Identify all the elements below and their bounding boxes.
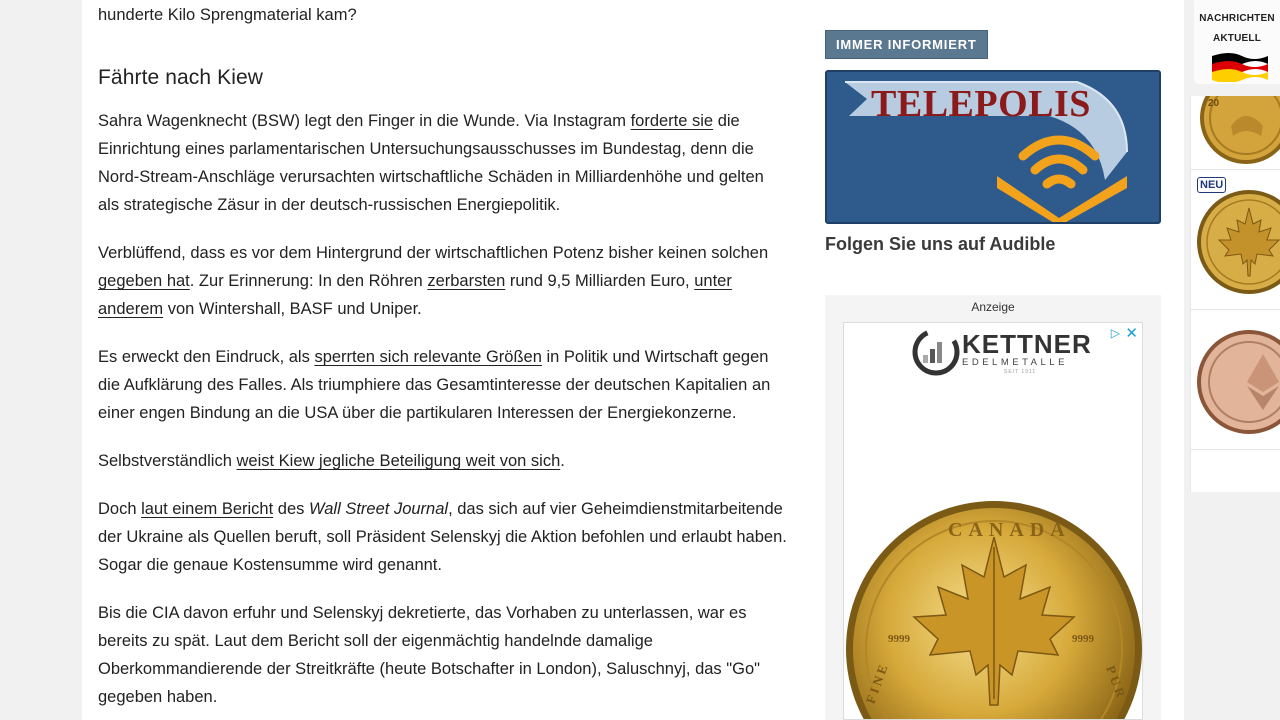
ad-frame[interactable] xyxy=(843,322,1143,720)
audible-follow-text[interactable]: Folgen Sie uns auf Audible xyxy=(825,234,1056,254)
article-paragraph-2: Verblüffend, dass es vor dem Hintergrund der wirtschaftlichen Potenz bisher keinen solchen gegeben hat. Zur Erinnerung: In den Röhren zerbarsten rund 9,5 Milliarden Euro, unter anderem von Wintershall, BASF und Uniper. xyxy=(98,244,769,318)
article-paragraph-3: Es erweckt den Eindruck, als sperrten sich relevante Größen in Politik und Wirtschaft gegen die Aufklärung des Falles. Als triumphiere das Gesamtinteresse der deutschen Kapitalien an einer engen Bindung an die USA über die partikularen Interessen der Energiekonzerne. xyxy=(98,348,771,422)
coin-product-strip xyxy=(1190,96,1280,492)
article xyxy=(98,0,788,720)
coin-1-number: 20 xyxy=(1208,98,1220,109)
german-flag-icon xyxy=(1210,50,1270,82)
link-laut-einem-bericht[interactable]: laut einem Bericht xyxy=(141,500,274,518)
coin-purity-left: 9999 xyxy=(888,633,910,645)
article-paragraph-1: Sahra Wagenknecht (BSW) legt den Finger in die Wunde. Via Instagram forderte sie die Einrichtung eines parlamentarischen Untersuchungsausschusses im Bundestag, denn die Nord-Stream-Anschläge verursachten wirtschaftliche Schäden in Milliardenhöhe und gelten als strategische Zäsur in der deutsch-russischen Energiepolitik. xyxy=(98,112,764,214)
telepolis-audible-banner[interactable] xyxy=(825,70,1161,224)
right-floating-panel xyxy=(1184,0,1280,720)
close-icon[interactable]: ✕ xyxy=(1125,325,1138,342)
coin-purity-right: 9999 xyxy=(1072,633,1094,645)
article-paragraph-5: Doch laut einem Bericht des Wall Street Journal, das sich auf vier Geheimdienstmitarbeitende der Ukraine als Quellen beruft, soll Präsident Selenskyj die Aktion befohlen und erlaubt haben. Sogar die genaue Kostensumme wird genannt. xyxy=(98,500,787,574)
article-lead-line: hunderte Kilo Sprengmaterial kam? xyxy=(98,6,357,24)
article-paragraph-4: Selbstverständlich weist Kiew jegliche Beteiligung weit von sich. xyxy=(98,452,565,470)
coin-product-3[interactable] xyxy=(1191,314,1280,450)
ad-container xyxy=(825,295,1161,720)
link-zerbarsten[interactable]: zerbarsten xyxy=(427,272,506,290)
coin-inscription-top: CANADA xyxy=(948,519,1071,541)
link-sperrten-sich[interactable]: sperrten sich relevante Größen xyxy=(314,348,542,366)
link-unter-anderem[interactable]: unter anderem xyxy=(98,272,732,318)
maple-leaf-coin-image xyxy=(844,499,1143,720)
link-gegeben-hat[interactable]: gegeben hat xyxy=(98,272,190,290)
krugerrand-coin-image xyxy=(1191,96,1280,170)
nachrichten-aktuell-logo[interactable] xyxy=(1194,0,1280,84)
kettner-brand: KETTNER xyxy=(962,329,1092,359)
article-paragraph-6: Bis die CIA davon erfuhr und Selenskyj dekretierte, das Vorhaben zu unterlassen, war es bereits zu spät. Laut dem Bericht soll der eigenmächtig handelnde damalige Oberkommandierende der Streitkräfte (heute Botschafter in London), Saluschnyj, das "Go" gegeben haben. xyxy=(98,604,760,706)
neu-badge: NEU xyxy=(1197,177,1226,193)
ad-label: Anzeige xyxy=(971,300,1015,314)
kettner-sub: EDELMETALLE xyxy=(962,357,1068,368)
ethereum-coin-image xyxy=(1191,314,1280,450)
link-forderte-sie[interactable]: forderte sie xyxy=(630,112,714,130)
section-heading: Fährte nach Kiew xyxy=(98,66,264,89)
coin-inscription-right: PUR xyxy=(1103,663,1130,703)
adchoices-icon[interactable]: ▷ xyxy=(1110,326,1120,340)
maple-leaf-coin-thumb xyxy=(1191,174,1280,310)
logo-line-1: NACHRICHTEN xyxy=(1199,13,1275,24)
telepolis-brand: TELEPOLIS xyxy=(871,83,1091,125)
coin-product-2[interactable] xyxy=(1191,174,1280,310)
coin-product-1[interactable] xyxy=(1191,96,1280,170)
kettner-logo-icon xyxy=(912,327,962,377)
page xyxy=(82,0,1184,720)
kettner-logo xyxy=(912,327,1092,377)
kettner-est: SEIT 1911 xyxy=(1004,369,1037,375)
immer-informiert-tab[interactable]: IMMER INFORMIERT xyxy=(825,30,988,59)
coin-inscription-left: FINE xyxy=(862,660,892,706)
logo-line-2: AKTUELL xyxy=(1212,33,1262,44)
link-weist-kiew[interactable]: weist Kiew jegliche Beteiligung weit von sich xyxy=(236,452,561,470)
